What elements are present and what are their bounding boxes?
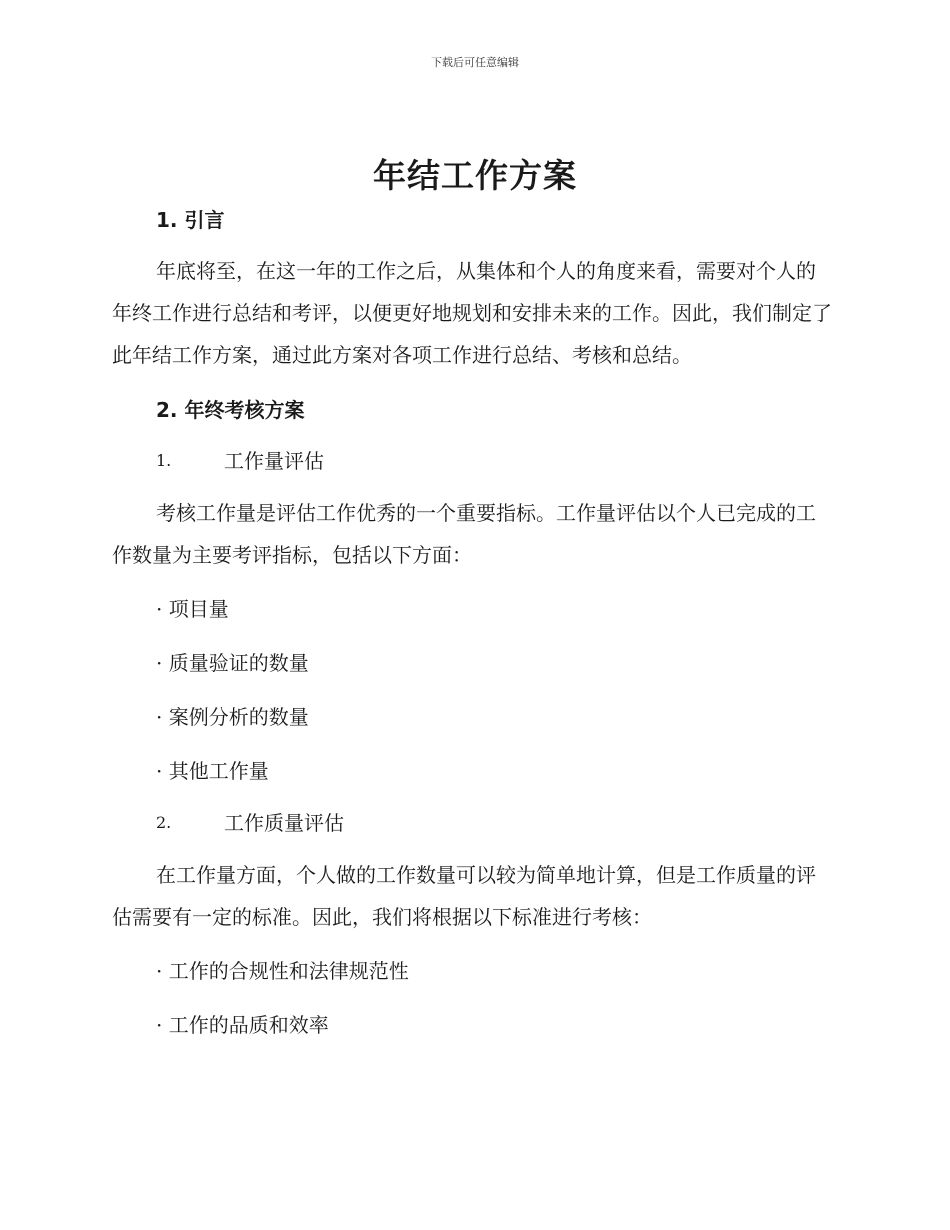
list-item: · 项目量 bbox=[156, 597, 229, 621]
subsection-heading-workload bbox=[156, 440, 832, 482]
header-note: 下载后可任意编辑 bbox=[431, 56, 519, 69]
subsection-number: 1. bbox=[156, 451, 172, 470]
section-heading-intro: 1. 引言 bbox=[156, 208, 225, 232]
quality-paragraph: 在工作量方面，个人做的工作数量可以较为简单地计算，但是工作质量的评估需要有一定的标准。因此，我们将根据以下标准进行考核： bbox=[112, 863, 816, 929]
subsection-heading-quality bbox=[156, 802, 832, 844]
list-item: · 工作的品质和效率 bbox=[156, 1013, 329, 1037]
list-item: · 其他工作量 bbox=[156, 759, 269, 783]
workload-paragraph: 考核工作量是评估工作优秀的一个重要指标。工作量评估以个人已完成的工作数量为主要考评指标，包括以下方面： bbox=[112, 501, 816, 567]
subsection-title: 工作量评估 bbox=[224, 449, 324, 473]
document-body bbox=[112, 200, 832, 1046]
subsection-number: 2. bbox=[156, 813, 172, 832]
intro-paragraph: 年底将至，在这一年的工作之后，从集体和个人的角度来看，需要对个人的年终工作进行总结和考评，以便更好地规划和安排未来的工作。因此，我们制定了此年结工作方案，通过此方案对各项工作进行总结、考核和总结。 bbox=[112, 259, 832, 367]
document-title: 年结工作方案 bbox=[373, 156, 577, 195]
list-item: · 工作的合规性和法律规范性 bbox=[156, 959, 409, 983]
list-item: · 案例分析的数量 bbox=[156, 705, 309, 729]
subsection-title: 工作质量评估 bbox=[224, 811, 344, 835]
list-item: · 质量验证的数量 bbox=[156, 651, 309, 675]
section-heading-assessment: 2. 年终考核方案 bbox=[156, 398, 305, 422]
